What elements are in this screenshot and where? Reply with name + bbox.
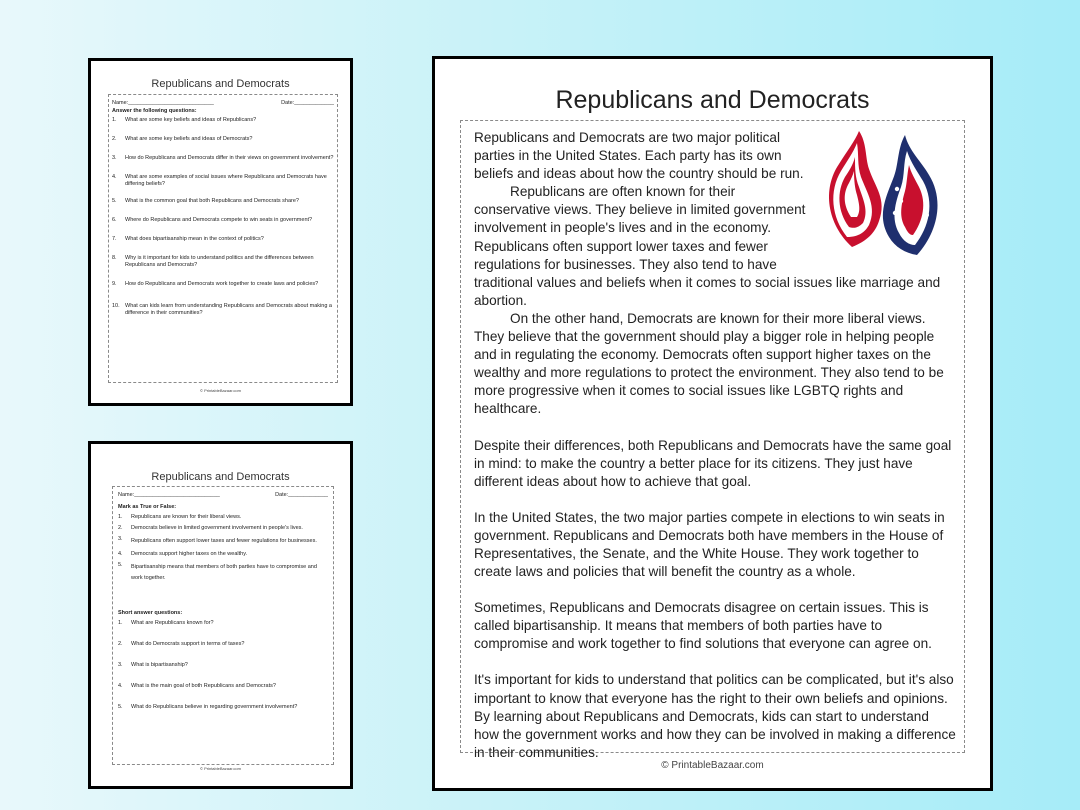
paragraph-democrats: On the other hand, Democrats are known for their more liberal views. They believe that the government should play a bigger role in helping people and in regulating the economy. Democrats often support higher taxes on the wealthy and more regulations to protect the environment. They also tend to be more progressive when it comes to social issues like LGBTQ rights and healthcare. [474,310,944,417]
tf-item: 1. Republicans are known for their liberal views. [118,514,242,520]
section-heading: Answer the following questions: [112,108,197,114]
reading-passage [474,129,956,762]
tf-item: 3. Republicans often support lower taxes and fewer regulations for businesses. [118,536,317,544]
short-answer-item: 4. What is the main goal of both Republicans and Democrats? [118,683,276,689]
question-item: 5. What is the common goal that both Republicans and Democrats share? [112,198,299,204]
question-item: 3. How do Republicans and Democrats differ in their views on government involvement? [112,155,334,161]
copyright-footer: © PrintableBazaar.com [661,760,764,771]
copyright-footer: © PrintableBazaar.com [200,388,241,393]
paragraph-elections: In the United States, the two major parties compete in elections to win seats in government. Republicans and Democrats both have members in the House of Representatives, the Senate, and the White House. They work together to create laws and policies that will benefit the country as a whole. [474,509,945,580]
section-heading: Mark as True or False: [118,504,177,510]
date-field-label: Date:_____________ [281,100,334,106]
question-item: 9. How do Republicans and Democrats work together to create laws and policies? [112,281,319,287]
short-answer-item: 5. What do Republicans believe in regarding government involvement? [118,704,298,710]
question-item: 8. Why is it important for kids to understand politics and the differences between Republicans and Democrats? [112,255,314,268]
name-date-row [112,99,334,108]
reading-passage-page [432,56,993,791]
question-item: 7. What does bipartisanship mean in the context of politics? [112,236,264,242]
paragraph-intro: Republicans and Democrats are two major political parties in the United States. Each party has its own beliefs and ideas about how the country should be run. [474,130,804,182]
copyright-footer: © PrintableBazaar.com [200,766,241,771]
short-answer-item: 3. What is bipartisanship? [118,662,188,668]
tf-item: 4. Democrats support higher taxes on the wealthy. [118,551,248,557]
worksheet-border [112,486,334,765]
tf-item: 2. Democrats believe in limited government involvement in people's lives. [118,525,303,531]
question-item: 1. What are some key beliefs and ideas of Republicans? [112,117,257,123]
worksheet-questions-thumbnail [88,58,353,406]
name-field-label: Name:____________________________ [118,492,220,498]
paragraph-bipartisanship: Sometimes, Republicans and Democrats disagree on certain issues. This is called bipartisanship. It means that members of both parties have to compromise and work together to find solutions that everyone can agree on. [474,600,932,652]
section-heading: Short answer questions: [118,610,183,616]
question-item: 10. What can kids learn from understanding Republicans and Democrats about making a difference in their communities? [112,303,332,316]
question-item: 4. What are some examples of social issues where Republicans and Democrats have differing beliefs? [112,174,327,187]
worksheet-true-false-thumbnail [88,441,353,789]
worksheet-title: Republicans and Democrats [151,78,290,90]
date-field-label: Date:_____________ [275,492,328,498]
question-item: 2. What are some key beliefs and ideas of Democrats? [112,136,253,142]
paragraph-common-goal: Despite their differences, both Republicans and Democrats have the same goal in mind: to make the country a better place for its citizens. They just have different ideas about how to achieve that goal. [474,437,952,489]
short-answer-item: 2. What do Democrats support in terms of taxes? [118,641,245,647]
worksheet-title: Republicans and Democrats [151,471,290,483]
name-date-row [118,491,328,500]
paragraph-conclusion: It's important for kids to understand that politics can be complicated, but it's also important to know that everyone has the right to their own beliefs and opinions. By learning about Republicans and Democrats, kids can start to understand how the government works and how they can be involved in making a difference in their communities. [474,672,956,760]
party-flags-icon [817,129,952,257]
paragraph-republicans: Republicans are often known for their conservative views. They believe in limited government involvement in people's lives and in the economy. Republicans often support lower taxes and fewer regulations for businesses. They also tend to have traditional values and beliefs when it comes to social issues like marriage and abortion. [474,184,941,308]
question-item: 6. Where do Republicans and Democrats compete to win seats in government? [112,217,313,223]
name-field-label: Name:____________________________ [112,100,214,106]
tf-item: 5. Bipartisanship means that members of both parties have to compromise and work together. [118,562,317,581]
worksheet-border [108,94,338,383]
page-title: Republicans and Democrats [555,86,870,114]
short-answer-item: 1. What are Republicans known for? [118,620,214,626]
